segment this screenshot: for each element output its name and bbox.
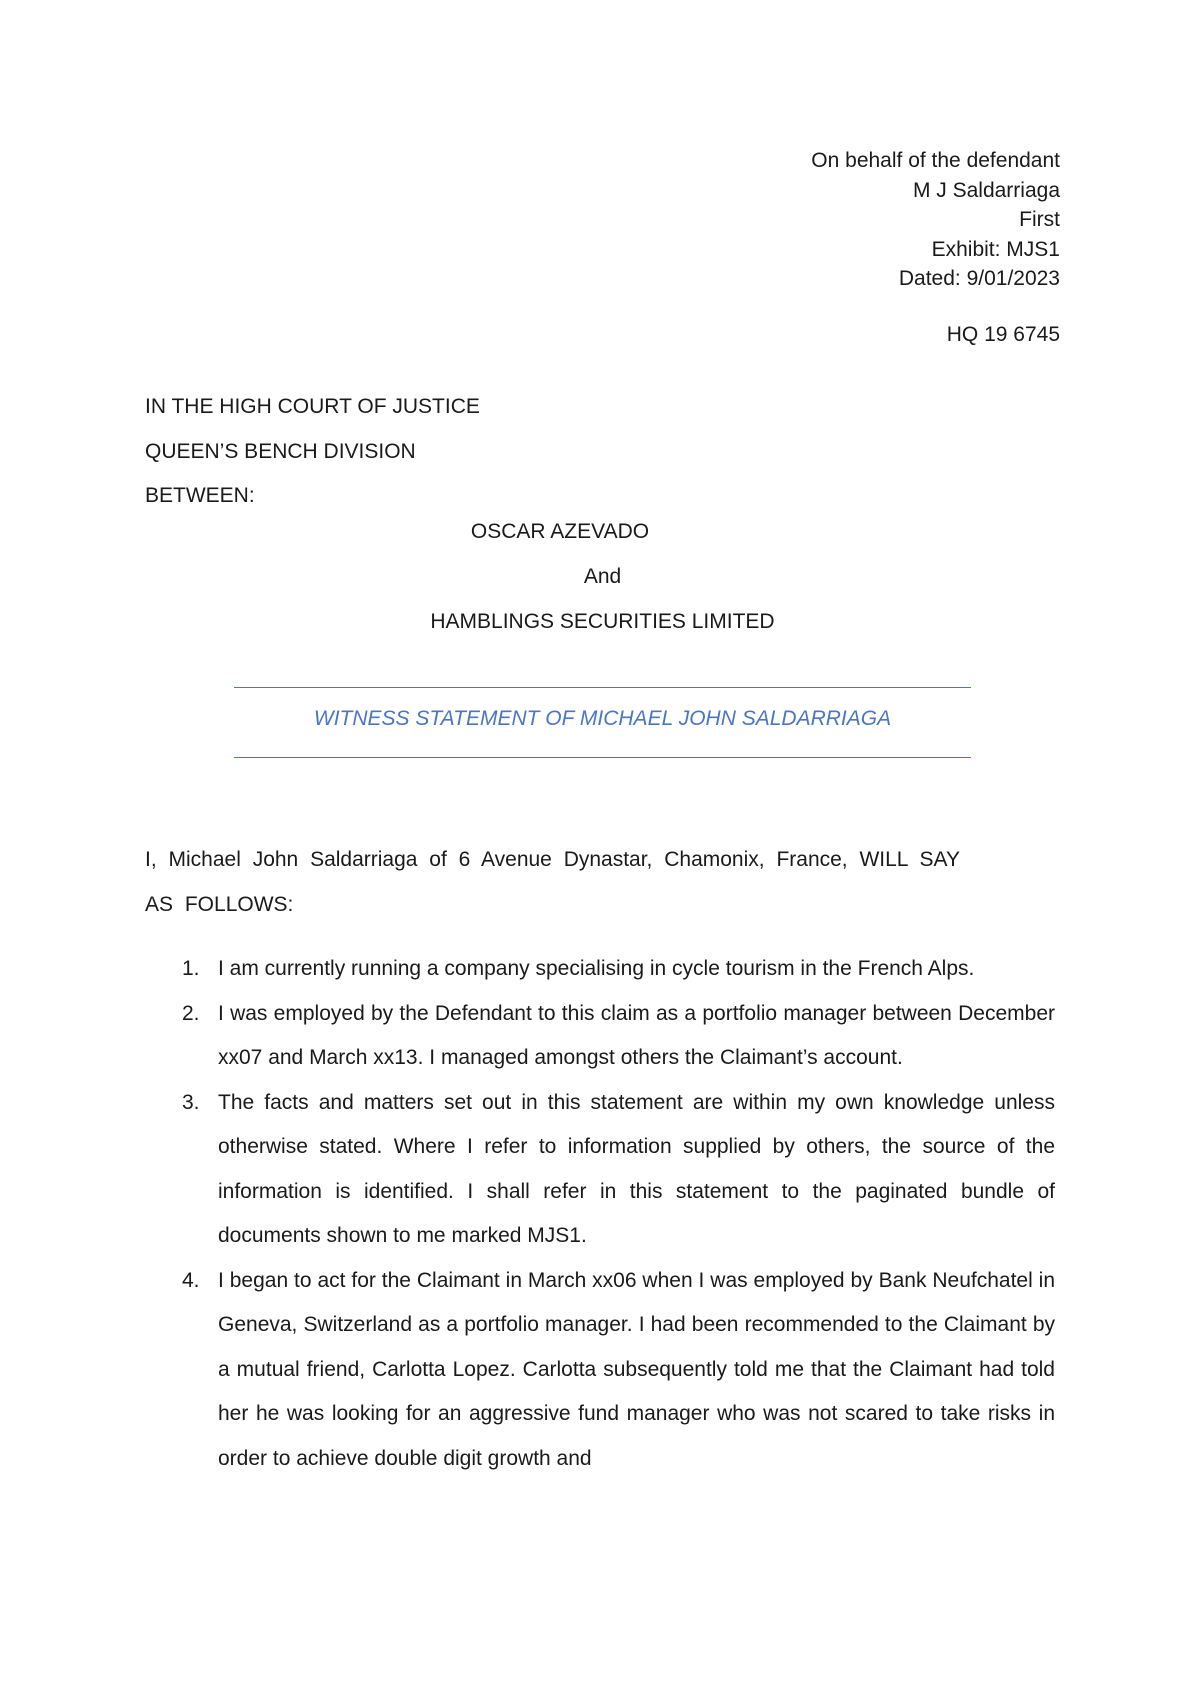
- paragraph-number: 1.: [182, 957, 200, 980]
- header-line: M J Saldarriaga: [912, 178, 1060, 202]
- paragraph-text: The facts and matters set out in this statement are within my own knowledge unless otherwise stated. Where I refer to information supplied by others, the source of the information is identified. I shall refer in this statement to the paginated bundle of documents shown to me marked MJS1.: [218, 1090, 1055, 1247]
- claimant-name: OSCAR AZEVADO: [470, 520, 650, 543]
- title-rule-bottom: [234, 757, 971, 758]
- header-line: First: [1019, 208, 1060, 231]
- defendant-name: HAMBLINGS SECURITIES LIMITED: [430, 610, 775, 633]
- numbered-paragraphs: [145, 947, 1055, 1481]
- header-line: Dated: 9/01/2023: [898, 267, 1060, 290]
- between-label: BETWEEN:: [145, 484, 255, 507]
- header-block: [560, 146, 1060, 294]
- paragraph-text: I was employed by the Defendant to this claim as a portfolio manager between December xx07 and March xx13. I managed amongst others the Claimant’s account.: [218, 1001, 1055, 1069]
- paragraph-text: I am currently running a company specialising in cycle tourism in the French Alps.: [218, 957, 975, 980]
- court-block: [145, 385, 480, 519]
- list-item: [145, 992, 1055, 1081]
- court-name: IN THE HIGH COURT OF JUSTICE: [145, 395, 480, 418]
- list-item: [145, 1259, 1055, 1482]
- paragraph-text: I began to act for the Claimant in March xx06 when I was employed by Bank Neufchatel in Geneva, Switzerland as a portfolio manager. I had been recommended to the Claimant by a mutual friend, Carlotta Lopez. Carlotta subsequently told me that the Claimant had told her he was looking for an aggressive fund manager who was not scared to take risks in order to achieve double digit growth and: [218, 1268, 1055, 1470]
- header-line: Exhibit: MJS1: [931, 237, 1060, 261]
- list-item: [145, 947, 1055, 992]
- claim-number: HQ 19 6745: [946, 323, 1060, 346]
- title-rule-top: [234, 687, 971, 688]
- paragraph-number: 2.: [182, 1001, 200, 1025]
- list-item: [145, 1081, 1055, 1259]
- court-division: QUEEN’S BENCH DIVISION: [145, 439, 416, 463]
- paragraph-number: 3.: [182, 1090, 200, 1114]
- document-title: WITNESS STATEMENT OF MICHAEL JOHN SALDARRIAGA: [313, 707, 892, 730]
- paragraph-number: 4.: [182, 1268, 200, 1292]
- and-label: And: [583, 565, 622, 588]
- header-line: On behalf of the defendant: [811, 149, 1060, 172]
- intro-paragraph: I, Michael John Saldarriaga of 6 Avenue Dynastar, Chamonix, France, WILL SAY AS FOLLOWS:: [145, 848, 960, 916]
